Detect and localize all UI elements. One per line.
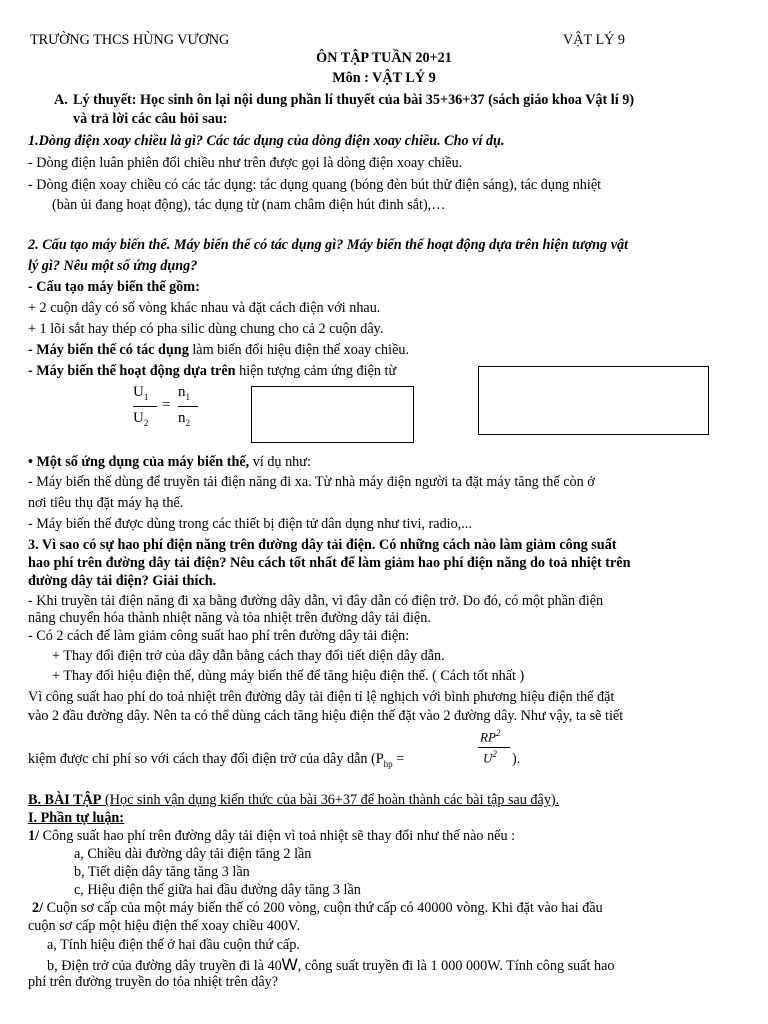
application-2: - Máy biến thế được dùng trong các thiết bị điện tử dân dụng như tivi, radio,... xyxy=(28,516,472,532)
formula-u-ratio xyxy=(133,384,159,436)
empty-box-left xyxy=(251,386,414,443)
question-2-cont: lý gì? Nêu một số ứng dụng? xyxy=(28,258,198,274)
page-title: ÔN TẬP TUẦN 20+21 xyxy=(316,50,452,66)
php-numerator: $RP^2$ xyxy=(480,728,501,745)
question-2: 2. Cấu tạo máy biến thế. Máy biến thế có tác dụng gì? Máy biến thế hoạt động dựa trên hiện tượng vật xyxy=(28,237,629,253)
q2-principle-bold: - Máy biến thế hoạt động dựa trên xyxy=(28,363,236,379)
formula-u1: $U_1$ xyxy=(133,384,149,402)
q1-answer-2-cont: (bàn ủi đang hoạt động), tác dụng từ (nam châm điện hút đinh sắt),… xyxy=(52,197,446,213)
section-b-heading-rest: (Học sinh vận dụng kiến thức của bài 36+37 để hoàn thành các bài tập sau đây). xyxy=(101,792,560,808)
q3-explanation-end: kiệm được chi phí so với cách thay đổi điện trở của dây dẫn ($P_{hp}$ = xyxy=(28,751,405,769)
part-1-heading: I. Phần tự luận: xyxy=(28,810,125,826)
subject-label: VẬT LÝ 9 xyxy=(563,32,626,48)
empty-box-right xyxy=(478,366,709,435)
exercise-1-c: c, Hiệu điện thế giữa hai đầu đường dây tăng 3 lần xyxy=(74,882,361,898)
q3-answer-1-cont: năng chuyển hóa thành nhiệt năng và tỏa nhiệt trên đường dây tải điện. xyxy=(28,610,431,626)
q3-answer-2: - Có 2 cách để làm giảm công suất hao phí trên đường dây tải điện: xyxy=(28,628,410,644)
formula-n2: $n_2$ xyxy=(178,410,190,428)
q2-structure-heading: - Cấu tạo máy biến thế gồm: xyxy=(28,279,200,295)
exercise-1-a: a, Chiều dài đường dây tải điện tăng 2 lần xyxy=(74,846,312,862)
exercise-2-b-cont: phí trên đường truyền do tỏa nhiệt trên dây? xyxy=(28,974,279,990)
question-3-cont-2: đường dây tải điện? Giải thích. xyxy=(28,573,217,589)
application-1: - Máy biến thế dùng để truyền tải điện năng đi xa. Từ nhà máy điện người ta đặt máy tăng thế còn ở xyxy=(28,474,595,490)
q3-explanation-cont: vào 2 đầu đường dây. Nên ta có thể dùng cách tăng hiệu điện thế đặt vào 2 đường dây. Như vậy, ta sẽ tiết xyxy=(28,708,624,724)
q3-explanation: Vì công suất hao phí do toả nhiệt trên đường dây tải điện tỉ lệ nghịch với bình phương hiệu điện thế đặt xyxy=(28,689,615,705)
php-fraction xyxy=(478,728,512,770)
q2-structure-item-1: + 2 cuộn dây có số vòng khác nhau và đặt cách điện với nhau. xyxy=(28,300,381,316)
q2-function xyxy=(28,342,409,359)
question-1: 1.Dòng điện xoay chiều là gì? Các tác dụng của dòng điện xoay chiều. Cho ví dụ. xyxy=(28,133,505,149)
ohm-symbol: W xyxy=(281,955,298,974)
application-1-cont: nơi tiêu thụ đặt máy hạ thế. xyxy=(28,495,184,511)
applications-heading-bold: • Một số ứng dụng của máy biến thế, xyxy=(28,454,250,470)
q2-function-bold: - Máy biến thế có tác dụng xyxy=(28,342,189,358)
exercise-2: 2/ Cuộn sơ cấp của một máy biến thế có 200 vòng, cuộn thứ cấp có 40000 vòng. Khi đặt vào hai đầu xyxy=(32,900,603,916)
formula-n1: $n_1$ xyxy=(178,384,190,402)
php-close: ). xyxy=(512,751,521,767)
page-subtitle: Môn : VẬT LÝ 9 xyxy=(332,70,436,86)
q2-function-rest: làm biến đổi hiệu điện thế xoay chiều. xyxy=(188,342,410,358)
q1-answer-1: - Dòng điện luân phiên đổi chiều như trên được gọi là dòng điện xoay chiều. xyxy=(28,155,463,171)
applications-heading-rest: ví dụ như: xyxy=(249,454,311,470)
applications-heading xyxy=(28,454,311,471)
php-subscript: hp xyxy=(383,758,393,769)
q1-answer-2: - Dòng điện xoay chiều có các tác dụng: tác dụng quang (bóng đèn bút thử điện sáng), tác dụng nhiệt xyxy=(28,177,602,193)
question-3-cont-1: hao phí trên đường dây tải điện? Nêu cách tốt nhất để làm giảm hao phí điện năng do toả nhiệt trên xyxy=(28,555,631,571)
question-3: 3. Vì sao có sự hao phí điện năng trên đường dây tải điện. Có những cách nào làm giảm công suất xyxy=(28,537,617,553)
q2-structure-item-2: + 1 lõi sắt hay thép có pha silic dùng chung cho cả 2 cuộn dây. xyxy=(28,321,384,337)
section-a-marker: A. xyxy=(54,92,68,108)
school-name: TRƯỜNG THCS HÙNG VƯƠNG xyxy=(30,32,230,48)
formula-u2: $U_2$ xyxy=(133,410,149,428)
exercise-1-b: b, Tiết diện dây tăng tăng 3 lần xyxy=(74,864,250,880)
exercise-2-b: b, Điện trở của đường dây truyền đi là 40W, công suất truyền đi là 1 000 000W. Tính công suất hao xyxy=(47,955,615,974)
section-b-heading-bold: B. BÀI TẬP xyxy=(28,792,102,808)
q2-principle-rest: hiện tượng cảm ứng điện từ xyxy=(235,363,397,379)
q3-method-2: + Thay đổi hiệu điện thế, dùng máy biến thế để tăng hiệu điện thế. ( Cách tốt nhất ) xyxy=(52,668,525,684)
q3-method-1: + Thay đổi điện trở của dây dẫn bằng cách thay đổi tiết diện dây dẫn. xyxy=(52,648,445,664)
q2-principle xyxy=(28,363,396,380)
exercise-2-a: a, Tính hiệu điện thế ở hai đầu cuộn thứ cấp. xyxy=(47,937,300,953)
section-b-heading xyxy=(28,792,559,809)
formula-equals: = xyxy=(162,397,171,413)
php-denominator: $U^2$ xyxy=(483,749,497,766)
section-a-heading: Lý thuyết: Học sinh ôn lại nội dung phần lí thuyết của bài 35+36+37 (sách giáo khoa Vật lí 9) xyxy=(73,92,635,108)
exercise-2-cont: cuộn sơ cấp một hiệu điện thế xoay chiều 400V. xyxy=(28,918,301,934)
formula-n-ratio xyxy=(178,384,200,436)
exercise-1: 1/ Công suất hao phí trên đường dây tải điện vì toả nhiệt sẽ thay đổi như thế nào nếu : xyxy=(28,828,516,844)
section-a-heading-cont: và trả lời các câu hỏi sau: xyxy=(73,111,228,127)
q3-answer-1: - Khi truyền tải điện năng đi xa bằng đường dây dẫn, vì đây dẫn có điện trở. Do đó, có một phần điện xyxy=(28,593,604,609)
